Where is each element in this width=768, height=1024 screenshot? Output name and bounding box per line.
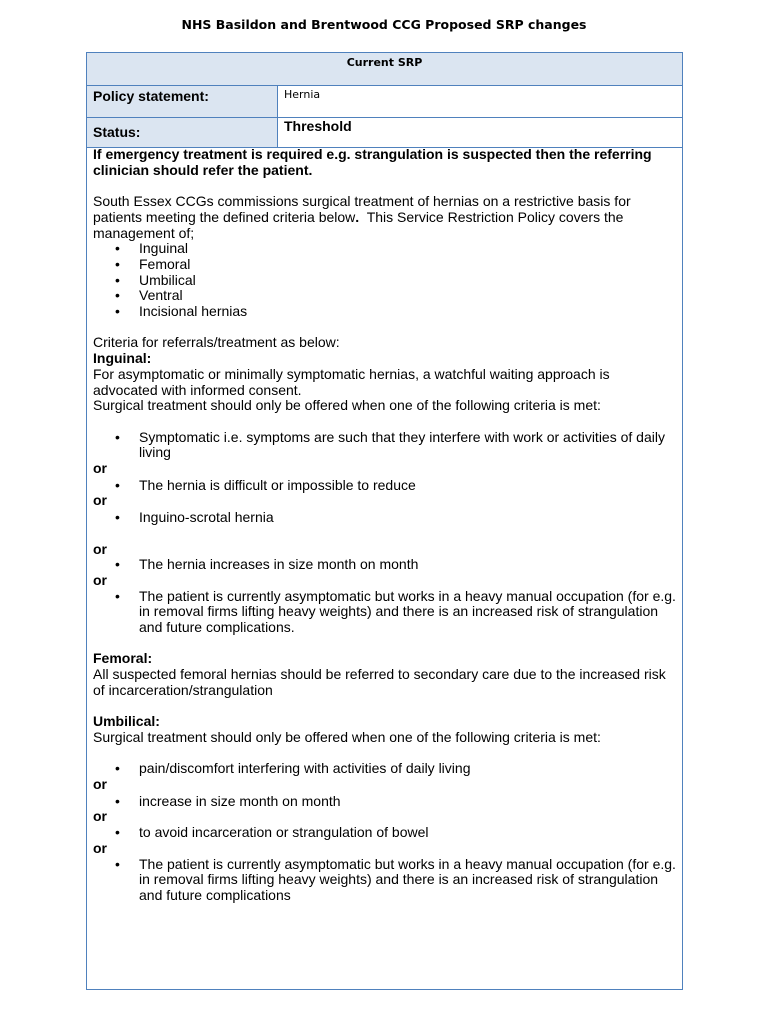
emergency-note: If emergency treatment is required e.g. strangulation is suspected then the referring clinician should refer the patient. xyxy=(93,146,652,178)
intro-paragraph xyxy=(93,194,678,241)
list-item: • increase in size month on month xyxy=(93,794,678,810)
or-label: or xyxy=(93,776,107,793)
list-item: • pain/discomfort interfering with activities of daily living xyxy=(93,761,678,777)
list-item: • Umbilical xyxy=(93,273,678,289)
inguinal-criteria-list xyxy=(93,430,678,461)
srp-table xyxy=(86,52,683,990)
inguinal-text-2: Surgical treatment should only be offered when one of the following criteria is met: xyxy=(93,397,601,414)
or-label: or xyxy=(93,808,107,825)
umbilical-criteria-list-4 xyxy=(93,857,678,904)
list-item: • Inguino-scrotal hernia xyxy=(93,510,678,526)
status-label: Status: xyxy=(93,124,141,140)
umbilical-criteria-list xyxy=(93,761,678,777)
list-item: • Symptomatic i.e. symptoms are such that they interfere with work or activities of daily living xyxy=(93,430,678,461)
umbilical-text: Surgical treatment should only be offered when one of the following criteria is met: xyxy=(93,728,601,745)
list-item: • The hernia increases in size month on month xyxy=(93,557,678,573)
list-item: • The patient is currently asymptomatic but works in a heavy manual occupation (for e.g. in removal firms lifting heavy weights) and there is an increased risk of strangulation and future complications. xyxy=(93,589,678,636)
policy-statement-label: Policy statement: xyxy=(93,88,209,104)
umbilical-criteria-list-3 xyxy=(93,825,678,841)
table-header: Current SRP xyxy=(87,53,682,86)
intro-period: . xyxy=(355,208,360,225)
umbilical-heading: Umbilical: xyxy=(93,713,160,730)
umbilical-criteria-list-2 xyxy=(93,794,678,810)
hernia-types-list xyxy=(93,241,678,320)
policy-statement-value: Hernia xyxy=(277,86,682,117)
criteria-intro: Criteria for referrals/treatment as below: xyxy=(93,334,340,351)
list-item: • Inguinal xyxy=(93,241,678,257)
inguinal-criteria-list-4 xyxy=(93,557,678,573)
or-label: or xyxy=(93,540,107,557)
inguinal-heading: Inguinal: xyxy=(93,350,152,367)
inguinal-criteria-list-3 xyxy=(93,510,678,526)
or-label: or xyxy=(93,571,107,588)
status-row xyxy=(87,118,682,148)
list-item: • Femoral xyxy=(93,257,678,273)
list-item: • Incisional hernias xyxy=(93,304,678,320)
status-value: Threshold xyxy=(277,118,682,147)
list-item: • The patient is currently asymptomatic but works in a heavy manual occupation (for e.g. in removal firms lifting heavy weights) and there is an increased risk of strangulation and future complications xyxy=(93,857,678,904)
page-title: NHS Basildon and Brentwood CCG Proposed SRP changes xyxy=(181,17,587,32)
or-label: or xyxy=(93,460,107,477)
policy-body xyxy=(93,147,678,904)
intro-text-a: South Essex CCGs commissions surgical treatment of hernias on a restrictive basis for patients meeting the defined criteria below xyxy=(93,193,631,225)
intro-text-b: This Service Restriction Policy covers the management of; xyxy=(93,208,628,241)
inguinal-text-1: For asymptomatic or minimally symptomatic hernias, a watchful waiting approach is advocated with informed consent. xyxy=(93,365,610,398)
list-item: • The hernia is difficult or impossible to reduce xyxy=(93,478,678,494)
or-label: or xyxy=(93,492,107,509)
inguinal-criteria-list-5 xyxy=(93,589,678,636)
femoral-text: All suspected femoral hernias should be referred to secondary care due to the increased risk of incarceration/strangulation xyxy=(93,666,666,698)
list-item: • to avoid incarceration or strangulation of bowel xyxy=(93,825,678,841)
list-item: • Ventral xyxy=(93,288,678,304)
or-label: or xyxy=(93,839,107,856)
policy-statement-row xyxy=(87,86,682,118)
inguinal-criteria-list-2 xyxy=(93,478,678,494)
femoral-heading: Femoral: xyxy=(93,650,153,667)
